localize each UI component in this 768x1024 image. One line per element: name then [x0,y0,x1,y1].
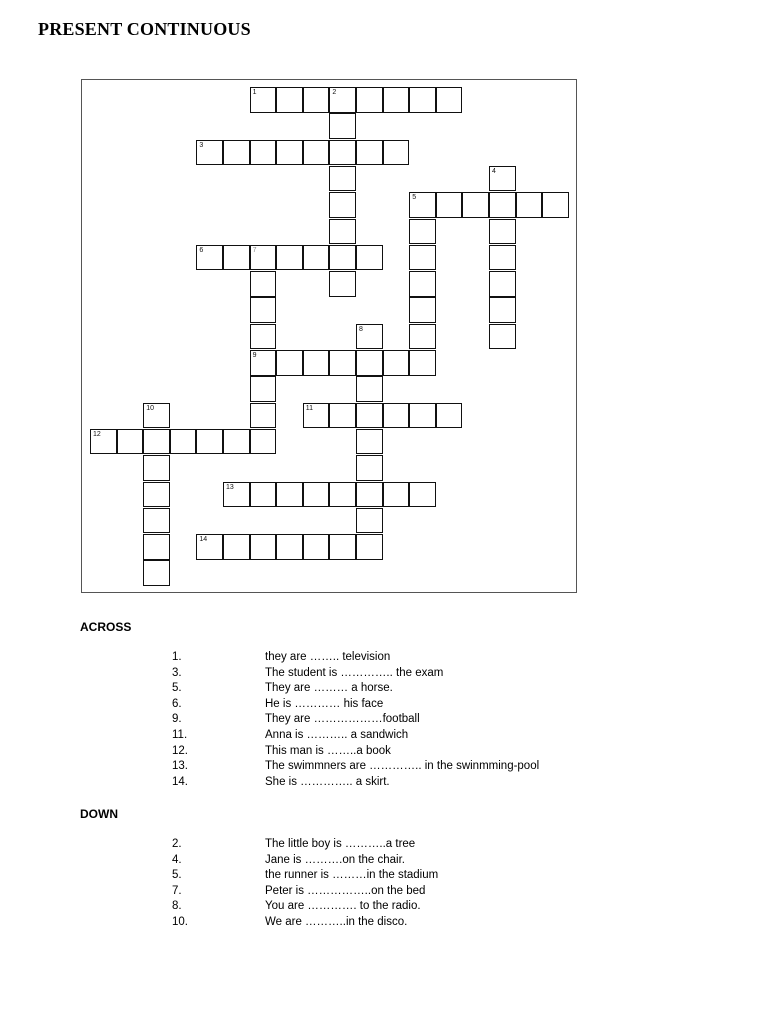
clue-number: 12 [93,430,101,438]
crossword-cell[interactable] [436,87,463,113]
crossword-cell[interactable] [196,534,223,560]
crossword-cell[interactable] [250,403,277,429]
crossword-cell[interactable] [276,87,303,113]
crossword-cell[interactable] [436,403,463,429]
crossword-cell[interactable] [117,429,144,455]
clue-number: 9. [172,713,182,726]
crossword-cell[interactable] [329,482,356,508]
crossword-cell[interactable] [223,534,250,560]
crossword-cell[interactable] [356,403,383,429]
crossword-cell[interactable] [383,140,410,166]
crossword-cell[interactable] [436,192,463,218]
crossword-cell[interactable] [143,508,170,534]
clue-number: 7 [252,246,257,254]
clue-text: The little boy is ………..a tree [265,838,416,850]
crossword-cell[interactable] [250,350,277,376]
crossword-cell[interactable] [303,403,330,429]
clue-number: 6 [199,246,204,254]
crossword-cell[interactable] [409,297,436,323]
crossword-cell[interactable] [276,350,303,376]
crossword-cell[interactable] [409,245,436,271]
crossword-cell[interactable] [250,482,277,508]
clue-text: Jane is ……….on the chair. [265,853,405,866]
crossword-cell[interactable] [329,245,356,271]
crossword-cell[interactable] [143,534,170,560]
crossword-cell[interactable] [383,87,410,113]
clue-number: 7. [172,884,182,897]
crossword-cell[interactable] [143,403,170,429]
crossword-cell[interactable] [196,429,223,455]
crossword-cell[interactable] [356,376,383,402]
clue-text: She is ………….. a skirt. [265,775,390,788]
crossword-cell[interactable] [329,271,356,297]
crossword-cell[interactable] [329,166,356,192]
crossword-cell[interactable] [383,482,410,508]
clue-number: 12. [172,744,188,757]
crossword-cell[interactable] [250,297,277,323]
clue-number: 2. [172,838,182,850]
clue-number: 13 [226,483,234,491]
clue-number: 3. [172,666,182,679]
clue-number: 11 [305,404,314,412]
crossword-cell[interactable] [489,219,516,245]
crossword-cell[interactable] [250,140,277,166]
clue-number: 5. [172,682,182,695]
clue-number: 4. [172,853,182,866]
crossword-cell[interactable] [170,429,197,455]
crossword-cell[interactable] [409,482,436,508]
crossword-cell[interactable] [223,140,250,166]
crossword-cell[interactable] [143,429,170,455]
crossword-cell[interactable] [196,245,223,271]
clue-number: 3 [199,141,204,149]
crossword-cell[interactable] [383,350,410,376]
crossword-cell[interactable] [356,87,383,113]
clue-number: 9 [252,352,257,359]
crossword-cell[interactable] [250,245,277,271]
clue-text: they are …….. television [265,651,391,663]
crossword-cell[interactable] [383,403,410,429]
crossword-cell[interactable] [409,219,436,245]
crossword-cell[interactable] [329,140,356,166]
crossword-cell[interactable] [303,140,330,166]
clue-text: The student is ………….. the exam [265,666,444,679]
crossword-cell[interactable] [356,508,383,534]
clue-number: 14 [199,536,208,544]
crossword-cell[interactable] [250,376,277,402]
crossword-cell[interactable] [303,482,330,508]
clue-number: 8 [359,325,363,333]
crossword-cell[interactable] [489,166,516,192]
crossword-cell[interactable] [409,271,436,297]
clue-number: 1. [172,651,182,663]
clue-number: 13. [172,760,188,773]
crossword-cell[interactable] [143,560,170,586]
clue-text: The swimmners are ………….. in the swinmming-pool [265,760,540,773]
clue-number: 14. [172,775,188,788]
crossword-cell[interactable] [223,245,250,271]
clue-number: 5 [412,194,417,202]
crossword-cell[interactable] [276,534,303,560]
crossword-cell[interactable] [542,192,569,218]
crossword-cell[interactable] [356,245,383,271]
crossword-cell[interactable] [276,245,303,271]
crossword-cell[interactable] [409,192,436,218]
crossword-cell[interactable] [276,482,303,508]
crossword-cell[interactable] [489,192,516,218]
across-heading: ACROSS [80,620,132,634]
crossword-cell[interactable] [329,219,356,245]
crossword-cell[interactable] [356,534,383,560]
clue-text: Anna is ……….. a sandwich [265,729,409,741]
crossword-cell[interactable] [276,140,303,166]
crossword-cell[interactable] [303,245,330,271]
down-heading: DOWN [80,807,118,821]
crossword-cell[interactable] [329,350,356,376]
crossword-cell[interactable] [489,245,516,271]
crossword-cell[interactable] [329,113,356,139]
crossword-cell[interactable] [409,403,436,429]
crossword-cell[interactable] [489,271,516,297]
crossword-cell[interactable] [303,534,330,560]
crossword-cell[interactable] [250,324,277,350]
clue-text: They are ……… a horse. [265,682,393,695]
clue-text: This man is ……..a book [265,744,391,757]
crossword-cell[interactable] [143,482,170,508]
clue-number: 10 [146,404,154,412]
crossword-cell[interactable] [356,455,383,481]
clue-text: Peter is ……………..on the bed [265,884,426,897]
crossword-cell[interactable] [223,482,250,508]
page-title: PRESENT CONTINUOUS [38,19,251,39]
crossword-cell[interactable] [223,429,250,455]
crossword-cell[interactable] [329,192,356,218]
clue-number: 2 [332,89,337,96]
crossword-cell[interactable] [250,534,277,560]
crossword-cell[interactable] [489,324,516,350]
crossword-cell[interactable] [409,324,436,350]
crossword-cell[interactable] [356,429,383,455]
crossword-cell[interactable] [462,192,489,218]
crossword-cell[interactable] [143,455,170,481]
clue-number: 4 [492,167,496,175]
crossword-cell[interactable] [250,429,277,455]
crossword-cell[interactable] [329,87,356,113]
clue-text: He is ………… his face [265,697,384,710]
clue-text: They are ………………football [265,713,420,726]
crossword-cell[interactable] [356,482,383,508]
crossword-cell[interactable] [356,140,383,166]
crossword-cell[interactable] [516,192,543,218]
crossword-cell[interactable] [250,271,277,297]
crossword-cell[interactable] [303,87,330,113]
crossword-cell[interactable] [409,350,436,376]
crossword-cell[interactable] [489,297,516,323]
clue-number: 11. [172,729,188,741]
clue-number: 5. [172,869,182,882]
crossword-cell[interactable] [329,403,356,429]
clue-number: 10. [172,916,188,928]
clue-text: the runner is ………in the stadium [265,869,439,882]
crossword-cell[interactable] [303,350,330,376]
clue-text: We are ………..in the disco. [265,916,408,928]
crossword-cell[interactable] [356,324,383,350]
clue-number: 6. [172,697,182,710]
crossword-cell[interactable] [250,87,277,113]
crossword-cell[interactable] [196,140,223,166]
crossword-cell[interactable] [356,350,383,376]
clue-number: 8. [172,900,182,913]
crossword-cell[interactable] [409,87,436,113]
clue-number: 1 [252,89,257,96]
crossword-cell[interactable] [90,429,117,455]
crossword-cell[interactable] [329,534,356,560]
clue-text: You are …………. to the radio. [265,900,421,913]
